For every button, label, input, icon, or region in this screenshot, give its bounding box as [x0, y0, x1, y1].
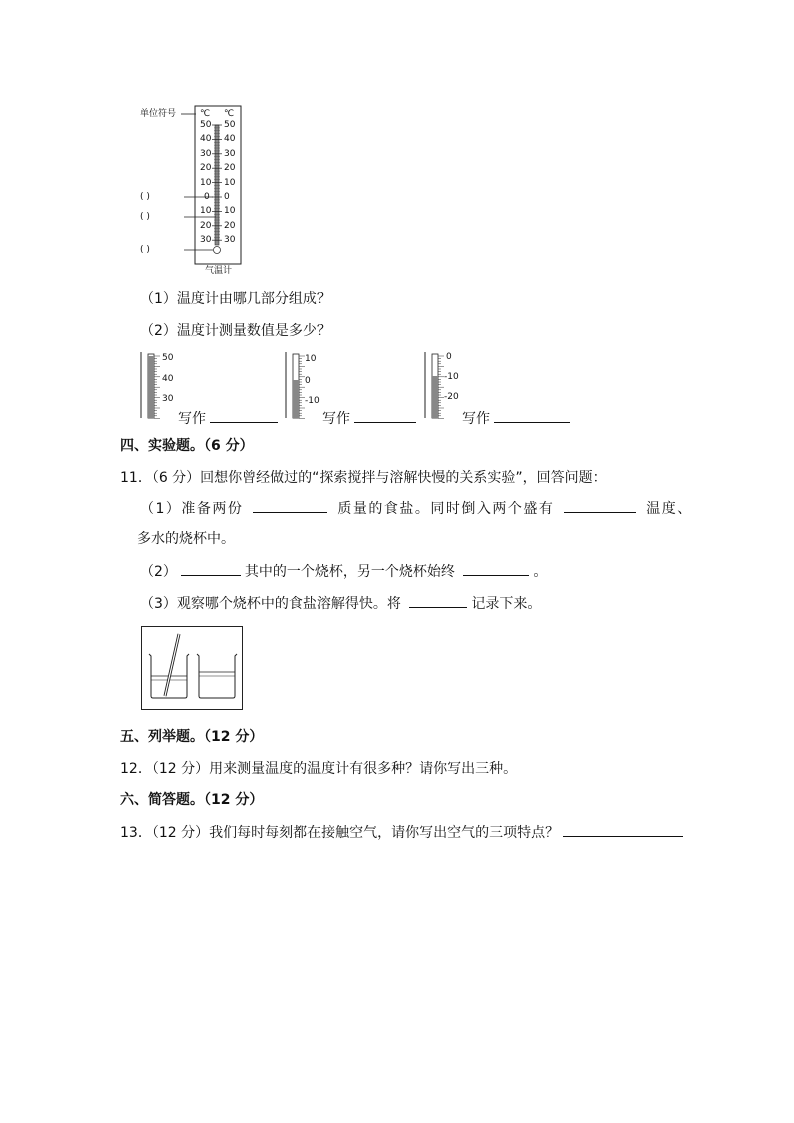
- big-thermo-tick-left: 20: [200, 220, 212, 231]
- thermometer-a: [140, 350, 180, 422]
- q11-sub1: （1）准备两份 质量的食盐。同时倒入两个盛有 温度、: [140, 498, 693, 519]
- big-thermo-tick-left: 40: [200, 134, 212, 145]
- answer-blank-a[interactable]: [210, 408, 278, 423]
- thermometer-b: [285, 350, 325, 422]
- big-thermo-tick-right: 10: [224, 177, 236, 188]
- big-thermo-tick-left: 30: [200, 235, 212, 246]
- write-label-c: 写作: [462, 408, 574, 429]
- thermo-c-tick-3: -20: [444, 392, 459, 402]
- thermo-b-tick-1: 10: [305, 354, 317, 364]
- section4-heading: 四、实验题。（6 分）: [120, 438, 254, 454]
- big-thermo-tick-left: 0: [204, 192, 210, 202]
- q11-sub1-cont: 多水的烧杯中。: [137, 531, 235, 547]
- thermo-a-tick-3: 30: [162, 394, 174, 404]
- thermometer-caption: 气温计: [205, 266, 233, 276]
- thermo-b-tick-3: -10: [305, 396, 320, 406]
- write-label-b: 写作: [322, 408, 420, 429]
- q11-sub2: （2） 其中的一个烧杯，另一个烧杯始终 。: [140, 561, 547, 582]
- q11-blank-5[interactable]: [409, 593, 467, 608]
- q10-sub2: （2）温度计测量数值是多少？: [140, 323, 331, 339]
- beakers-illustration: [141, 626, 243, 710]
- big-thermo-tick-right: 0: [224, 192, 230, 202]
- thermo-c-tick-2: -10: [444, 372, 459, 382]
- answer-blank-c[interactable]: [494, 408, 570, 423]
- blank-label-1: ( ): [140, 192, 150, 202]
- answer-blank-b[interactable]: [354, 408, 416, 423]
- q11-blank-2[interactable]: [564, 498, 636, 513]
- thermo-c-tick-1: 0: [446, 352, 452, 362]
- q11-blank-3[interactable]: [181, 561, 241, 576]
- q10-sub1: （1）温度计由哪几部分组成？: [140, 291, 331, 307]
- q13-blank[interactable]: [563, 822, 683, 837]
- thermo-a-tick-1: 50: [162, 353, 174, 363]
- q11-blank-1[interactable]: [253, 498, 327, 513]
- big-thermo-tick-left: 30: [200, 148, 212, 159]
- section5-heading: 五、列举题。（12 分）: [120, 729, 264, 745]
- big-thermo-tick-left: 20: [200, 163, 212, 174]
- unit-left: ℃: [200, 109, 211, 119]
- q11-blank-4[interactable]: [463, 561, 529, 576]
- section6-heading: 六、简答题。（12 分）: [120, 792, 264, 808]
- blank-label-2: ( ): [140, 212, 150, 222]
- big-thermo-tick-right: 50: [224, 120, 236, 130]
- big-thermo-tick-right: 30: [224, 148, 236, 159]
- thermo-b-tick-2: 0: [305, 376, 311, 386]
- thermometer-diagram: [138, 100, 248, 280]
- q11-stem: 11．（6 分）回想你曾经做过的“探索搅拌与溶解快慢的关系实验”，回答问题：: [120, 470, 607, 486]
- big-thermo-tick-left: 10: [200, 177, 212, 188]
- thermo-a-tick-2: 40: [162, 374, 174, 384]
- thermometer-c: [424, 350, 464, 422]
- q11-sub3: （3）观察哪个烧杯中的食盐溶解得快。将 记录下来。: [140, 593, 541, 614]
- q12: 12．（12 分）用来测量温度的温度计有很多种？请你写出三种。: [120, 761, 518, 777]
- big-thermo-tick-right: 40: [224, 134, 236, 145]
- q13: 13．（12 分）我们每时每刻都在接触空气，请你写出空气的三项特点？: [120, 822, 687, 843]
- blank-label-3: ( ): [140, 245, 150, 255]
- big-thermo-tick-right: 30: [224, 235, 236, 246]
- write-label-a: 写作: [178, 408, 282, 429]
- big-thermo-tick-left: 10: [200, 206, 212, 217]
- big-thermo-tick-right: 20: [224, 163, 236, 174]
- big-thermo-tick-left: 50: [200, 120, 212, 130]
- unit-right: ℃: [224, 109, 235, 119]
- big-thermo-tick-right: 10: [224, 206, 236, 217]
- unit-symbol-label: 单位符号: [140, 109, 177, 119]
- big-thermo-tick-right: 20: [224, 220, 236, 231]
